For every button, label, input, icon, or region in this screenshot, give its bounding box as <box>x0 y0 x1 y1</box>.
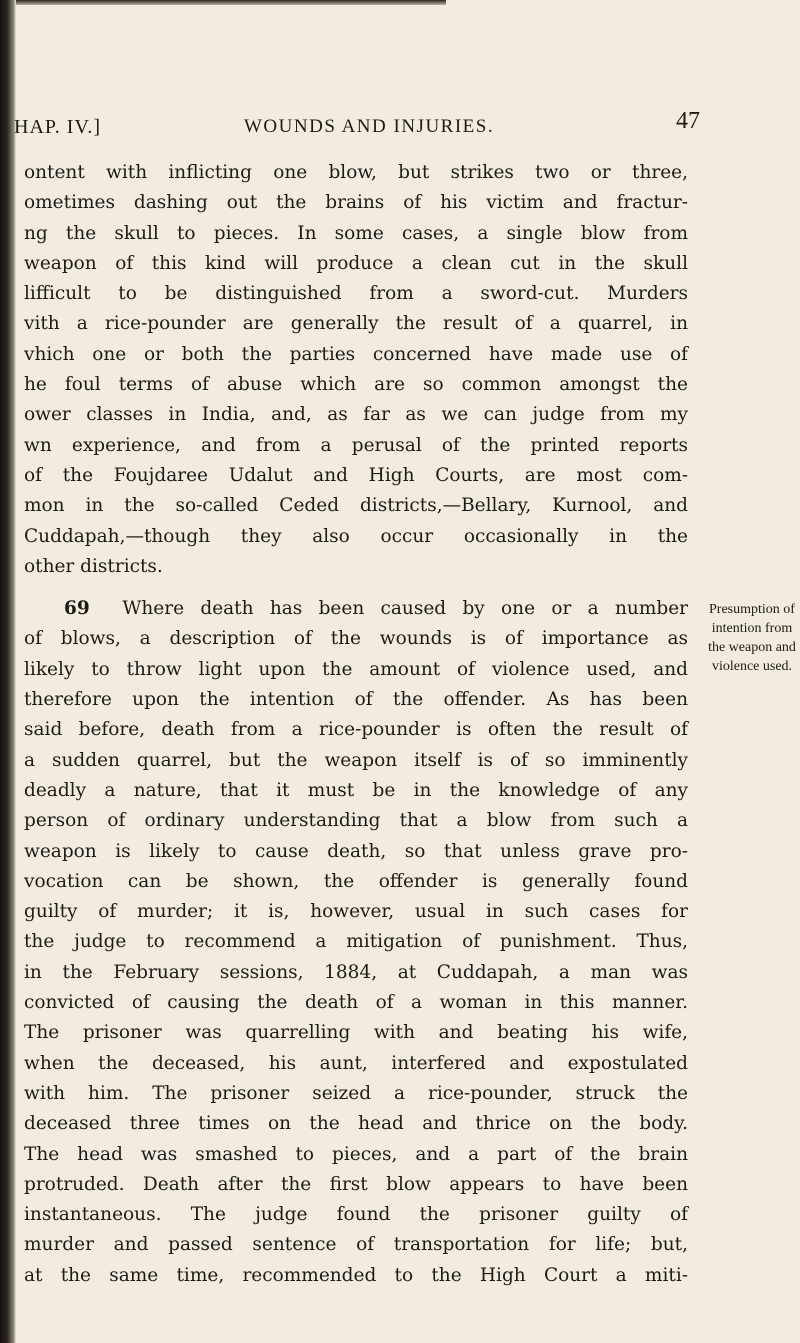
text-line: Cuddapah,—though they also occur occasionally in the <box>24 525 688 547</box>
running-head <box>14 108 700 148</box>
text-line: convicted of causing the death of a woman in this manner. <box>24 992 688 1014</box>
text-line: in the February sessions, 1884, at Cuddapah, a man was <box>24 961 688 983</box>
text-line: wn experience, and from a perusal of the printed reports <box>24 434 688 456</box>
page-number: 47 <box>676 108 700 134</box>
text-line: The head was smashed to pieces, and a part of the brain <box>24 1143 688 1165</box>
text-line: the judge to recommend a mitigation of punishment. Thus, <box>24 931 688 953</box>
margin-note-line: violence used. <box>711 659 793 674</box>
text-line: of the Foujdaree Udalut and High Courts, are most com- <box>24 464 688 486</box>
text-line: with him. The prisoner seized a rice-pounder, struck the <box>24 1082 688 1104</box>
margin-note <box>706 600 798 676</box>
text-line: person of ordinary understanding that a blow from such a <box>24 810 688 832</box>
paragraph-1 <box>24 158 688 582</box>
text-line: ower classes in India, and, as far as we can judge from my <box>24 404 688 426</box>
text-line-first <box>24 594 688 624</box>
text-line: weapon of this kind will produce a clean cut in the skull <box>24 252 688 274</box>
text-line: instantaneous. The judge found the prisoner guilty of <box>24 1204 688 1226</box>
text-line: at the same time, recommended to the High Court a miti- <box>24 1264 688 1286</box>
margin-note-line: Presumption of <box>709 602 795 617</box>
text-line: guilty of murder; it is, however, usual in such cases for <box>24 901 688 923</box>
text-line: said before, death from a rice-pounder is often the result of <box>24 719 688 741</box>
binding-gutter <box>0 0 16 1343</box>
paragraph-number: 69 <box>64 598 90 620</box>
margin-note-line: intention from <box>711 621 793 636</box>
text-line: vhich one or both the parties concerned have made use of <box>24 343 688 365</box>
text-line: The prisoner was quarrelling with and beating his wife, <box>24 1022 688 1044</box>
text-line: therefore upon the intention of the offender. As has been <box>24 689 688 711</box>
text-line: vith a rice-pounder are generally the result of a quarrel, in <box>24 313 688 335</box>
margin-note-line: the weapon and <box>708 640 796 655</box>
text-line: vocation can be shown, the offender is generally found <box>24 870 688 892</box>
text-line: of blows, a description of the wounds is of importance as <box>24 628 688 650</box>
text-line: mon in the so-called Ceded districts,—Bellary, Kurnool, and <box>24 495 688 517</box>
text-line: ontent with inflicting one blow, but strikes two or three, <box>24 162 688 183</box>
text-line: deceased three times on the head and thrice on the body. <box>24 1113 688 1135</box>
text-line: protruded. Death after the first blow appears to have been <box>24 1173 688 1195</box>
text-line: ng the skull to pieces. In some cases, a single blow from <box>24 222 688 244</box>
paragraph-2 <box>24 594 688 1291</box>
text-line: ometimes dashing out the brains of his victim and fractur- <box>24 192 688 214</box>
text-line: he foul terms of abuse which are so common amongst the <box>24 374 688 396</box>
text-line: murder and passed sentence of transportation for life; but, <box>24 1234 688 1256</box>
section-title: WOUNDS AND INJURIES. <box>244 116 495 137</box>
text-line: likely to throw light upon the amount of violence used, and <box>24 658 688 680</box>
chapter-label: HAP. IV.] <box>14 116 101 138</box>
text-line: lifficult to be distinguished from a sword-cut. Murders <box>24 283 688 305</box>
text-line: weapon is likely to cause death, so that unless grave pro- <box>24 840 688 862</box>
text-line: a sudden quarrel, but the weapon itself is of so imminently <box>24 749 688 771</box>
first-line-text: Where death has been caused by one or a number <box>122 598 688 620</box>
text-line: when the deceased, his aunt, interfered and expostulated <box>24 1052 688 1074</box>
text-line: deadly a nature, that it must be in the knowledge of any <box>24 779 688 801</box>
body-text <box>24 158 688 1291</box>
text-line: other districts. <box>24 555 163 577</box>
top-edge-shadow <box>16 0 446 5</box>
